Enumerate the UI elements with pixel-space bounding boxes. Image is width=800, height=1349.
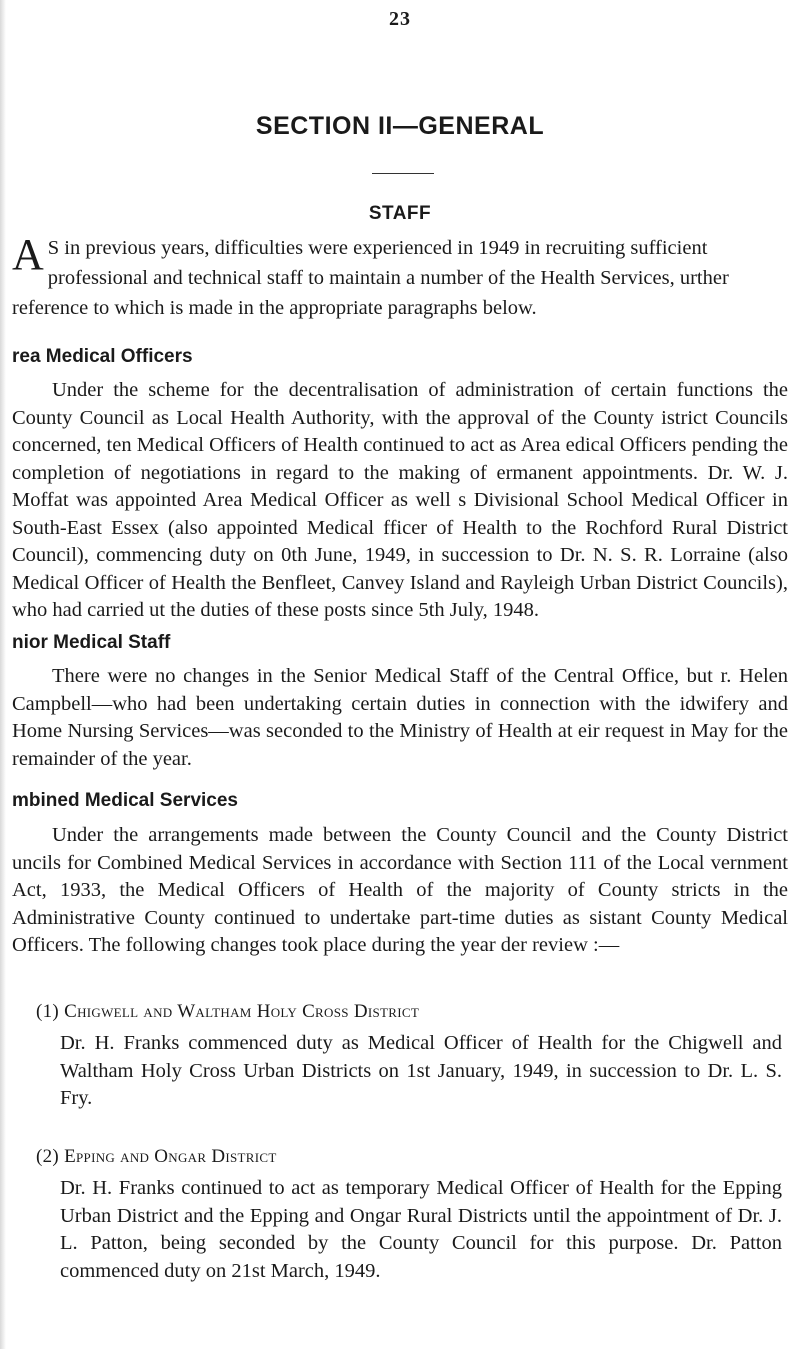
area-medical-officers-paragraph: Under the scheme for the decentralisation of administration of certain functions the County Council as Local Health Authority, with the approval of the County istrict Councils concerned, ten Medical Officers of Health continued to act as Area edical Officers pending the completion of negotiations in regard to the making of ermanent appointments. Dr. W. J. Moffat was appointed Area Medical Officer as well s Divisional School Medical Officer in South-East Essex (also appointed Medical fficer of Health to the Rochford Rural District Council), commencing duty on 0th June, 1949, in succession to Dr. N. S. R. Lorraine (also Medical Officer of Health the Benfleet, Canvey Island and Rayleigh Urban District Councils), who had carried ut the duties of these posts since 5th July, 1948. (12, 379, 788, 621)
drop-cap: A (12, 230, 44, 279)
intro-paragraph (12, 230, 788, 323)
area-medical-officers-heading: rea Medical Officers (12, 346, 193, 367)
senior-medical-staff-heading: nior Medical Staff (12, 632, 171, 653)
district-heading-epping: (2) Epping and Ongar District (36, 1146, 277, 1167)
staff-heading: STAFF (368, 203, 432, 224)
intro-text: S in previous years, difficulties were experienced in 1949 in recruiting sufficient professional and technical staff to maintain a number of the Health Services, urther reference to which is made in the appropriate paragraphs below. (12, 237, 729, 319)
combined-medical-services-paragraph: Under the arrangements made between the County Council and the County District uncils for Combined Medical Services in accordance with Section 111 of the Local vernment Act, 1933, the Medical Officers of Health of the majority of County stricts in the Administrative County continued to undertake part-time duties as sistant County Medical Officers. The following changes took place during the year der review :— (12, 824, 788, 956)
district-paragraph-chigwell: Dr. H. Franks commenced duty as Medical Officer of Health for the Chigwell and Waltham Holy Cross Urban Districts on 1st January, 1949, in succession to Dr. L. S. Fry. (60, 1032, 782, 1109)
senior-medical-staff-paragraph: There were no changes in the Senior Medical Staff of the Central Office, but r. Helen Campbell—who had been undertaking certain duties in connection with the idwifery and Home Nursing Services—was seconded to the Ministry of Health at eir request in May for the remainder of the year. (12, 665, 788, 770)
combined-medical-services-heading: mbined Medical Services (12, 790, 238, 811)
district-paragraph-epping: Dr. H. Franks continued to act as temporary Medical Officer of Health for the Epping Urban District and the Epping and Ongar Rural Districts until the appointment of Dr. J. L. Patton, being seconded by the County Council for this purpose. Dr. Patton commenced duty on 21st March, 1949. (60, 1177, 782, 1282)
page-number: 23 (389, 8, 411, 30)
divider-rule (372, 173, 434, 174)
section-title: SECTION II—GENERAL (255, 112, 545, 140)
district-heading-chigwell: (1) Chigwell and Waltham Holy Cross District (36, 1001, 420, 1022)
